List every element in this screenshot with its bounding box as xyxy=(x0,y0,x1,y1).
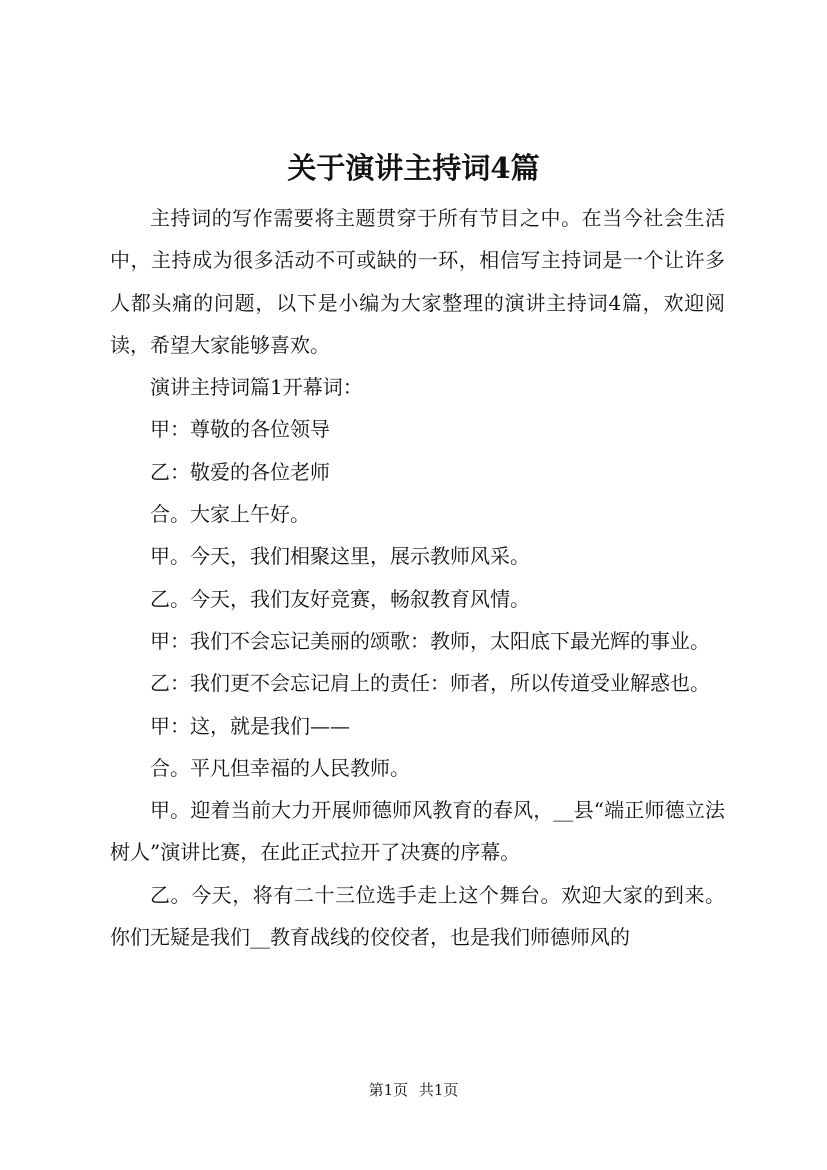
paragraph-line: 乙：我们更不会忘记肩上的责任：师者，所以传道受业解惑也。 xyxy=(150,671,710,696)
paragraph-line: 合。大家上午好。 xyxy=(150,502,310,527)
page-footer xyxy=(0,1080,827,1100)
paragraph-line: 乙：敬爱的各位老师 xyxy=(150,459,330,484)
paragraph-line: 乙。今天，将有二十三位选手走上这个舞台。欢迎大家的到来。你们无疑是我们__教育战线的佼佼者，也是我们师德师风的 xyxy=(110,882,725,950)
paragraph-line: 乙。今天，我们友好竞赛，畅叙教育风情。 xyxy=(150,586,530,611)
paragraph-line: 甲：尊敬的各位领导 xyxy=(150,417,330,442)
paragraph-line: 合。平凡但幸福的人民教师。 xyxy=(150,755,410,780)
paragraph-line: 甲。迎着当前大力开展师德师风教育的春风，__县“端正师德立法树人”演讲比赛，在此正式拉开了决赛的序幕。 xyxy=(110,798,725,865)
paragraph-line: 甲：我们不会忘记美丽的颂歌：教师，太阳底下最光辉的事业。 xyxy=(150,628,710,653)
paragraph-intro: 主持词的写作需要将主题贯穿于所有节目之中。在当今社会生活中，主持成为很多活动不可或缺的一环，相信写主持词是一个让许多人都头痛的问题，以下是小编为大家整理的演讲主持词4篇，欢迎阅读，希望大家能够喜欢。 xyxy=(110,206,725,357)
page-total: 共1页 xyxy=(418,1081,459,1099)
paragraph-section-heading: 演讲主持词篇1开幕词： xyxy=(150,375,363,400)
paragraph-line: 甲：这，就是我们—— xyxy=(150,713,350,738)
document-title: 关于演讲主持词4篇 xyxy=(287,151,540,185)
document-body xyxy=(110,197,725,958)
page-number: 第1页 xyxy=(368,1081,409,1099)
paragraph-line: 甲。今天，我们相聚这里，展示教师风采。 xyxy=(150,544,530,569)
